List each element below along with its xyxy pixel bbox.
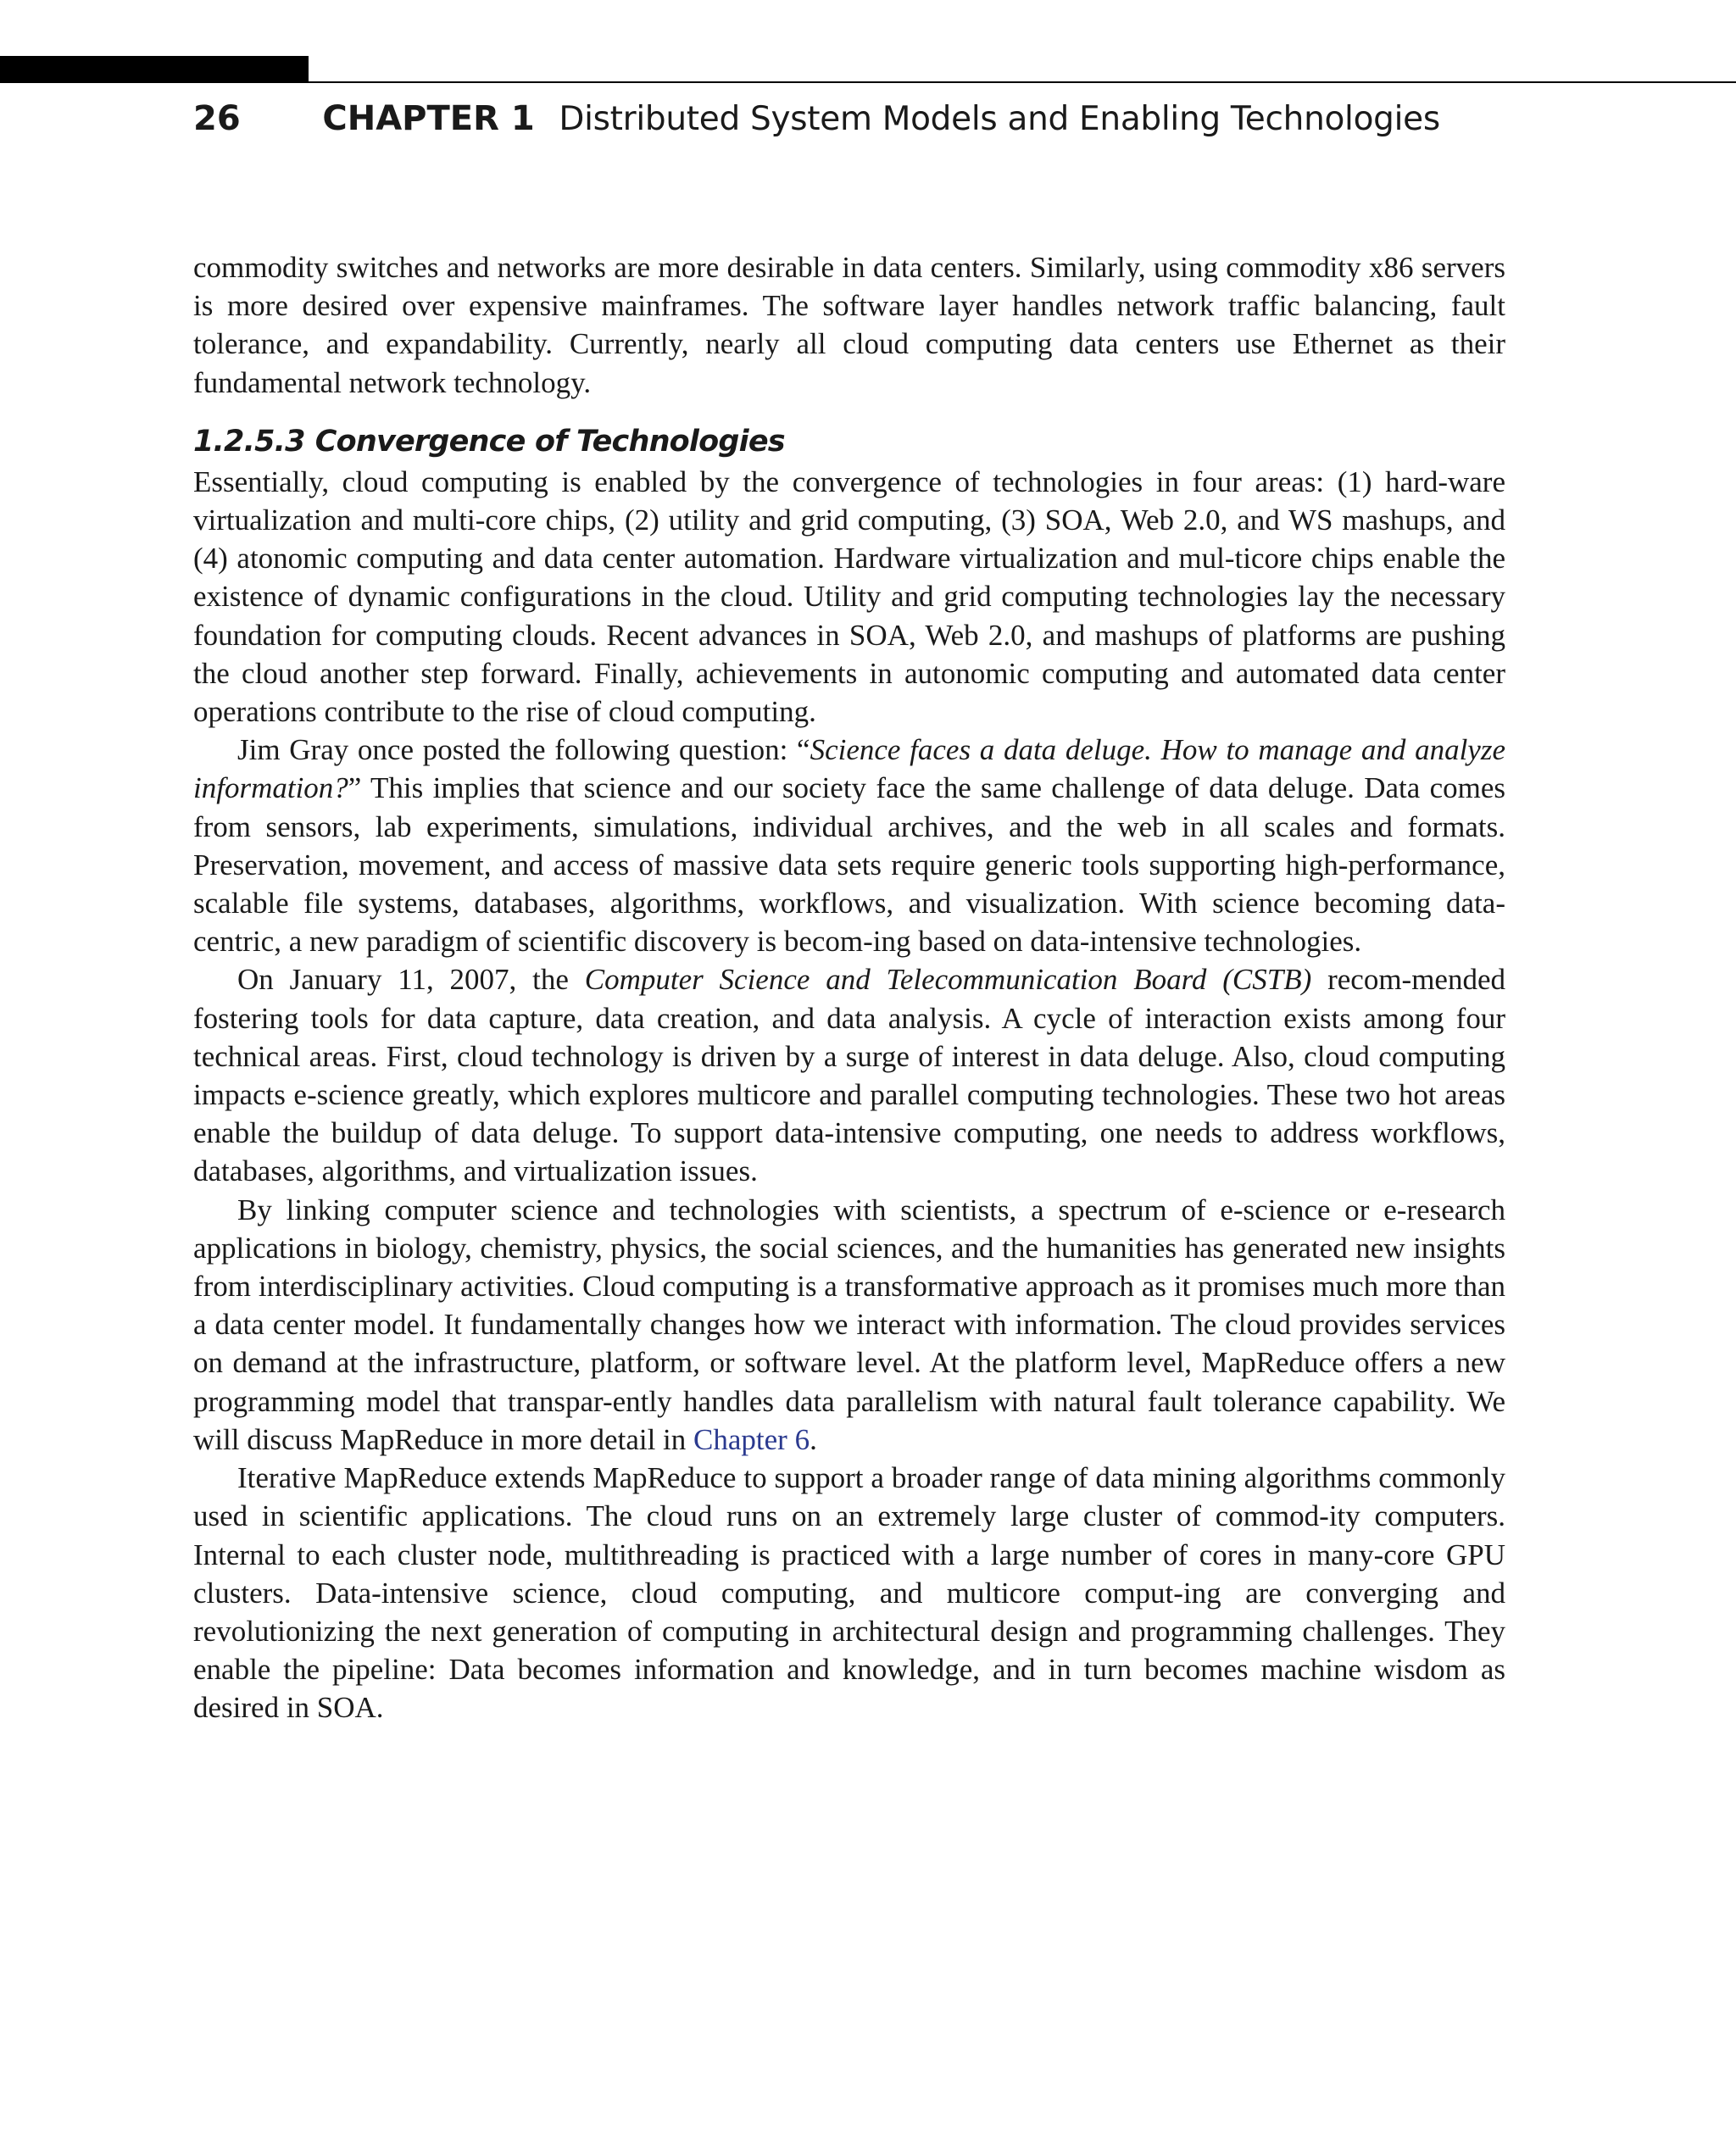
paragraph-text: . [810, 1422, 817, 1456]
section-number: 1.2.5.3 [193, 424, 305, 459]
header-rule [309, 81, 1736, 83]
running-head [193, 95, 1440, 143]
quote-text: Science faces a data deluge. How to manage and analyze information? [193, 733, 1505, 805]
board-name: Computer Science and Telecommunication Board (CSTB) [584, 963, 1312, 997]
page-body [193, 248, 1505, 1727]
header-bar [0, 56, 309, 83]
paragraph-text: On January 11, 2007, the [237, 963, 585, 997]
chapter-label: CHAPTER 1 [322, 99, 535, 138]
paragraph-convergence: Essentially, cloud computing is enabled by the convergence of technologies in four areas: (1) hard-ware virtualization and multi-core chips, (2) utility and grid computing, (3) SOA, Web 2.0, and WS mashups, and (4) atonomic computing and data center automation. Hardware virtualization and mul-ticore chips enable the existence of dynamic configurations in the cloud. Utility and grid computing technologies lay the necessary foundation for computing clouds. Recent advances in SOA, Web 2.0, and mashups of platforms are pushing the cloud another step forward. Finally, achievements in autonomic computing and automated data center operations contribute to the rise of cloud computing. [193, 464, 1505, 729]
paragraph-text: ” This implies that science and our society face the same challenge of data deluge. Data comes from sensors, lab experiments, simulations, individual archives, and the web in all scales and formats. Preservation, movement, and access of massive data sets require generic tools supporting high-performance, scalable file systems, databases, algorithms, workflows, and visualization. With science becoming data-centric, a new paradigm of scientific discovery is becom-ing based on data-intensive technologies. [193, 771, 1505, 959]
paragraph-text: recom-mended fostering tools for data capture, data creation, and data analysis. A cycle of interaction exists among four technical areas. First, cloud technology is driven by a surge of interest in data deluge. Also, cloud computing impacts e-science greatly, which explores multicore and parallel computing technologies. These two hot areas enable the buildup of data deluge. To support data-intensive computing, one needs to address workflows, databases, algorithms, and virtualization issues. [193, 963, 1505, 1188]
intro-paragraph: commodity switches and networks are more desirable in data centers. Similarly, using commodity x86 servers is more desired over expensive mainframes. The software layer handles network traffic balancing, fault tolerance, and expandability. Currently, nearly all cloud computing data centers use Ethernet as their fundamental network technology. [193, 251, 1505, 399]
paragraph-text: By linking computer science and technologies with scientists, a spectrum of e-science or e-research applications in biology, chemistry, physics, the social sciences, and the humanities has generated new insights from interdisciplinary activities. Cloud computing is a transformative approach as it promises much more than a data center model. It fundamentally changes how we interact with information. The cloud provides services on demand at the infrastructure, platform, or software level. At the platform level, MapReduce offers a new programming model that transpar-ently handles data parallelism with natural fault tolerance capability. We will discuss MapReduce in more detail in [193, 1193, 1505, 1456]
paragraph-e-science [193, 1191, 1505, 1459]
page-number: 26 [193, 99, 241, 138]
section-title: Convergence of Technologies [314, 424, 785, 459]
paragraph-cstb [193, 960, 1505, 1190]
chapter-6-link[interactable]: Chapter 6 [693, 1422, 810, 1456]
chapter-title: Distributed System Models and Enabling Technologies [559, 100, 1440, 138]
paragraph-text: Jim Gray once posted the following question: “ [237, 733, 810, 767]
paragraph-jim-gray [193, 731, 1505, 960]
section-heading [193, 420, 1505, 463]
paragraph-iterative-mapreduce: Iterative MapReduce extends MapReduce to support a broader range of data mining algorithms commonly used in scientific applications. The cloud runs on an extremely large cluster of commod-ity computers. Internal to each cluster node, multithreading is practiced with a large number of cores in many-core GPU clusters. Data-intensive science, cloud computing, and multicore comput-ing are converging and revolutionizing the next generation of computing in architectural design and programming challenges. They enable the pipeline: Data becomes information and knowledge, and in turn becomes machine wisdom as desired in SOA. [193, 1461, 1505, 1725]
